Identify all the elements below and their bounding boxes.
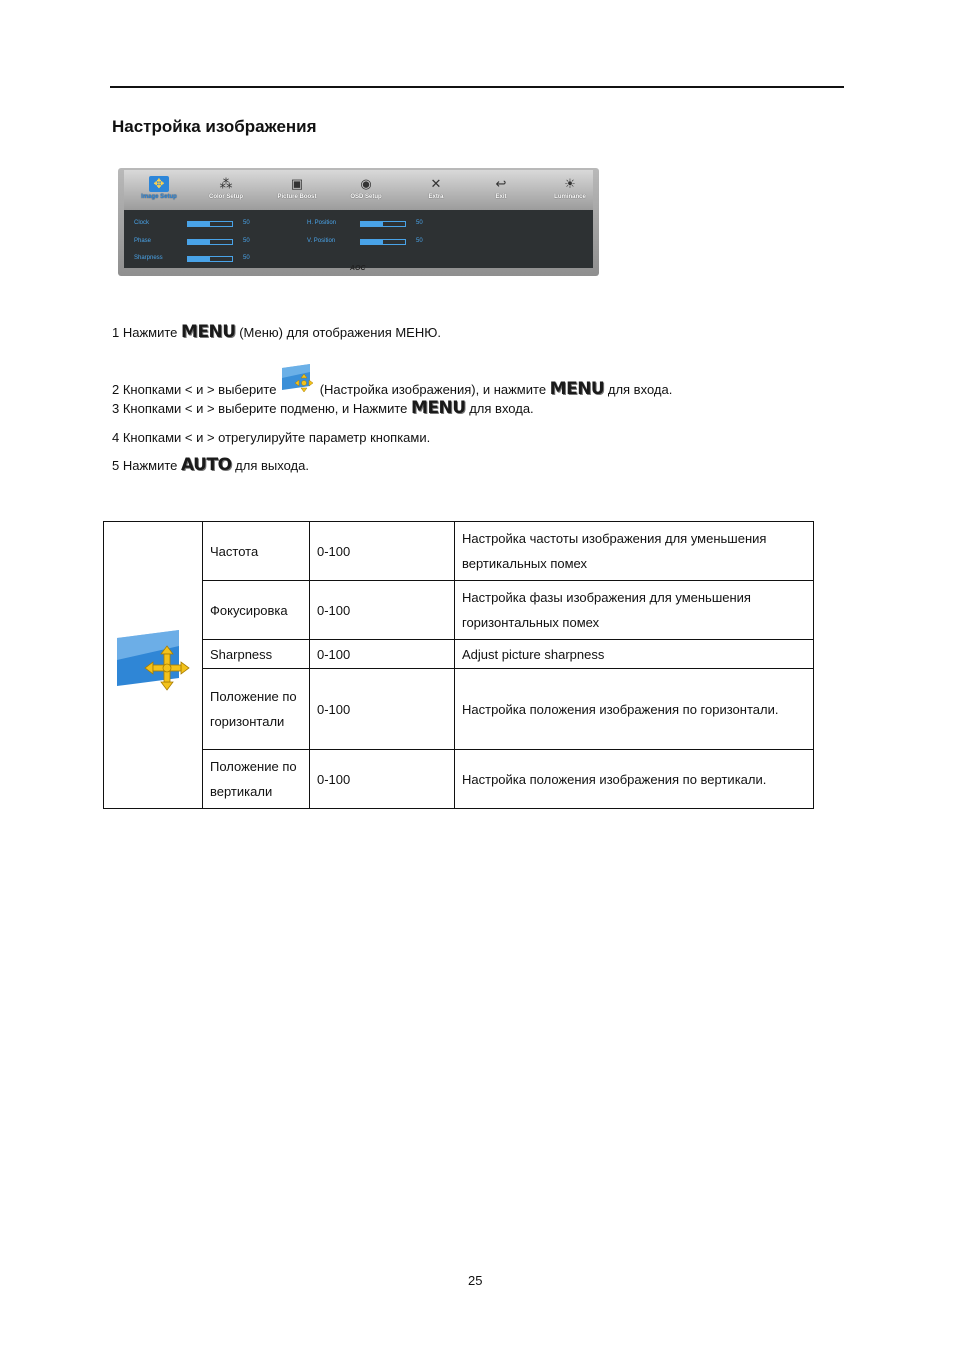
- step-4: [112, 430, 430, 445]
- step-text: 1 Нажмите: [112, 325, 178, 340]
- osd-setting-value: 50: [243, 255, 250, 261]
- param-description: Настройка частоты изображения для уменьшения вертикальных помех: [455, 522, 814, 581]
- osd-slider: [360, 221, 406, 227]
- osd-menu-label: OSD Setup: [350, 194, 382, 200]
- extra-icon: ✕: [430, 176, 442, 191]
- exit-icon: ↩: [495, 176, 507, 191]
- osd-menu-bar: [124, 170, 593, 210]
- osd-setting-value: 50: [416, 238, 423, 244]
- table-row: [104, 669, 814, 750]
- step-text: для выхода.: [235, 458, 309, 473]
- step-text: 5 Нажмите: [112, 458, 178, 473]
- osd-screenshot: [118, 168, 599, 276]
- osd-menu-picture-boost: [262, 170, 332, 210]
- image-setup-icon: [280, 362, 316, 394]
- osd-menu-osd-setup: [331, 170, 401, 210]
- osd-menu-label: Exit: [495, 194, 507, 200]
- param-description: Настройка положения изображения по горизонтали.: [455, 669, 814, 750]
- image-setup-icon: [115, 682, 191, 697]
- osd-menu-extra: [401, 170, 471, 210]
- table-row: [104, 750, 814, 809]
- osd-slider: [187, 239, 233, 245]
- step-text: 4 Кнопками < и > отрегулируйте параметр кнопками.: [112, 430, 431, 445]
- menu-button-icon: MENU: [549, 379, 605, 399]
- osd-slider: [187, 221, 233, 227]
- picture-boost-icon: ▣: [290, 176, 304, 191]
- aoc-logo: AOC: [350, 265, 366, 272]
- top-rule: [110, 86, 844, 88]
- osd-setting-label: V. Position: [307, 238, 336, 244]
- osd-menu-label: Color Setup: [209, 194, 243, 200]
- parameters-table: [103, 521, 814, 809]
- page-number: 25: [468, 1273, 483, 1288]
- step-text: для входа.: [607, 382, 673, 397]
- step-3: [112, 398, 534, 418]
- param-name: Частота: [203, 522, 310, 581]
- osd-setting-label: H. Position: [307, 220, 337, 226]
- osd-menu-label: Extra: [428, 194, 444, 200]
- param-description: Adjust picture sharpness: [455, 640, 814, 669]
- osd-slider: [187, 256, 233, 262]
- param-name: Положение по горизонтали: [203, 669, 310, 750]
- step-5: [112, 455, 309, 475]
- param-name: Sharpness: [203, 640, 310, 669]
- osd-menu-image-setup: [124, 170, 194, 210]
- osd-setting-label: Clock: [134, 220, 150, 226]
- param-range: 0-100: [310, 522, 455, 581]
- table-row: [104, 522, 814, 581]
- table-row: [104, 581, 814, 640]
- param-name: Фокусировка: [203, 581, 310, 640]
- osd-settings-panel: [124, 210, 593, 268]
- auto-button-icon: AUTO: [181, 455, 232, 475]
- param-description: Настройка положения изображения по вертикали.: [455, 750, 814, 809]
- table-row: [104, 640, 814, 669]
- osd-setting-label: Sharpness: [134, 255, 163, 261]
- param-range: 0-100: [310, 750, 455, 809]
- osd-menu-label: Luminance: [554, 194, 586, 200]
- param-range: 0-100: [310, 669, 455, 750]
- osd-menu-label: Image Setup: [141, 194, 177, 200]
- osd-menu-exit: [466, 170, 536, 210]
- luminance-icon: ☀: [564, 176, 576, 191]
- param-range: 0-100: [310, 640, 455, 669]
- osd-setting-value: 50: [243, 238, 250, 244]
- step-1: [112, 322, 441, 342]
- osd-menu-luminance: [535, 170, 605, 210]
- step-text: для входа.: [469, 401, 534, 416]
- step-text: 2 Кнопками < и > выберите: [112, 382, 277, 397]
- step-text: 3 Кнопками < и > выберите подменю, и Нажмите: [112, 401, 408, 416]
- osd-setting-label: Phase: [134, 238, 152, 244]
- step-2: [112, 362, 672, 399]
- image-setup-icon: ✥: [149, 176, 169, 192]
- osd-setting-value: 50: [416, 220, 423, 226]
- param-description: Настройка фазы изображения для уменьшения горизонтальных помех: [455, 581, 814, 640]
- menu-button-icon: MENU: [181, 322, 236, 342]
- param-range: 0-100: [310, 581, 455, 640]
- color-setup-icon: ⁂: [219, 176, 233, 191]
- page-title: Настройка изображения: [112, 117, 317, 136]
- osd-menu-color-setup: [191, 170, 261, 210]
- osd-setup-icon: ◉: [360, 176, 372, 191]
- param-name: Положение по вертикали: [203, 750, 310, 809]
- table-icon-cell: [104, 522, 203, 809]
- osd-slider: [360, 239, 406, 245]
- step-text: (Настройка изображения), и нажмите: [319, 382, 547, 397]
- osd-menu-label: Picture Boost: [277, 194, 317, 200]
- step-text: (Меню) для отображения МЕНЮ.: [239, 325, 441, 340]
- menu-button-icon: MENU: [411, 398, 466, 418]
- osd-setting-value: 50: [243, 220, 250, 226]
